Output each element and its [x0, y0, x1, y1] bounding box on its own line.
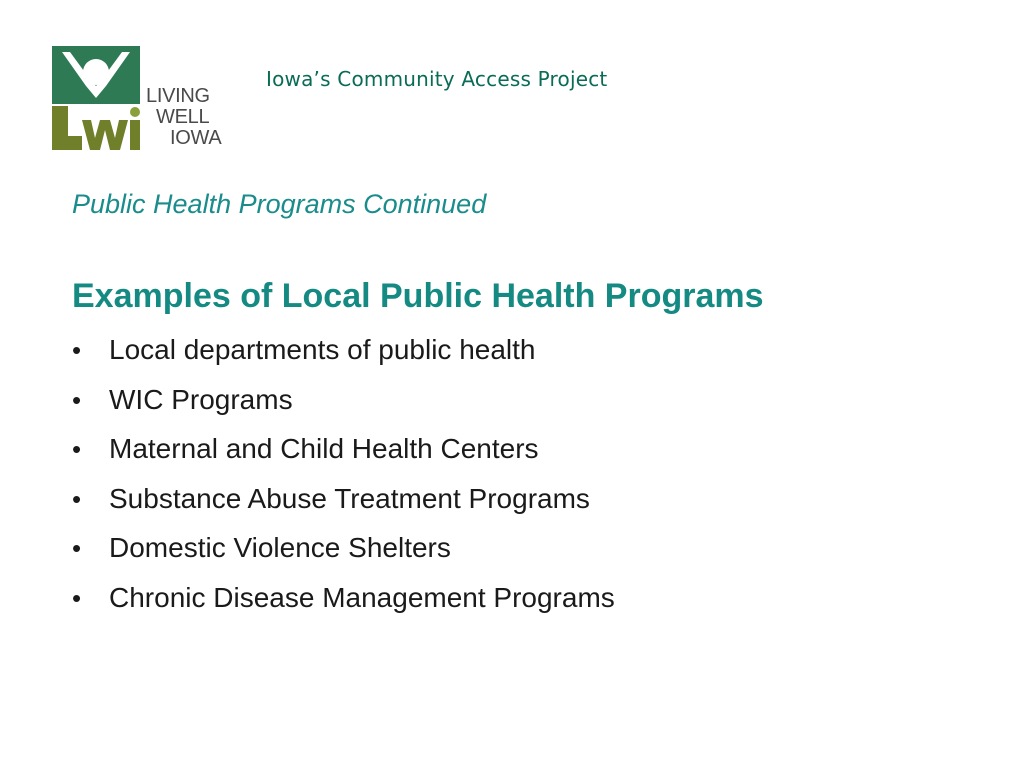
list-item-text: Local departments of public health	[109, 334, 536, 365]
list-item	[72, 478, 615, 528]
logo-wordmark	[146, 86, 221, 149]
bullet-icon: •	[72, 434, 82, 464]
bullet-icon: •	[72, 384, 82, 415]
slide-subtitle: Public Health Programs Continued	[72, 189, 487, 219]
list-item-text: Chronic Disease Management Programs	[109, 581, 615, 613]
bullet-icon: •	[72, 582, 82, 613]
logo-text-iowa: IOWA	[170, 127, 222, 149]
bullet-list	[72, 329, 615, 626]
bullet-icon: •	[72, 533, 82, 563]
list-item-text: Domestic Violence Shelters	[109, 532, 451, 563]
list-item	[72, 577, 615, 627]
bullet-icon: •	[72, 335, 82, 365]
slide-heading: Examples of Local Public Health Programs	[72, 277, 764, 315]
logo-text-living: LIVING	[146, 85, 210, 107]
list-item-text: Maternal and Child Health Centers	[109, 433, 539, 464]
list-item	[72, 428, 615, 478]
living-well-iowa-logo	[50, 46, 250, 156]
project-title: Iowa’s Community Access Project	[266, 67, 608, 91]
list-item	[72, 527, 615, 577]
logo-text-well: WELL	[156, 106, 210, 128]
list-item-text: WIC Programs	[109, 383, 293, 415]
bullet-icon: •	[72, 483, 82, 514]
list-item	[72, 379, 615, 429]
list-item	[72, 329, 615, 379]
list-item-text: Substance Abuse Treatment Programs	[109, 482, 590, 514]
